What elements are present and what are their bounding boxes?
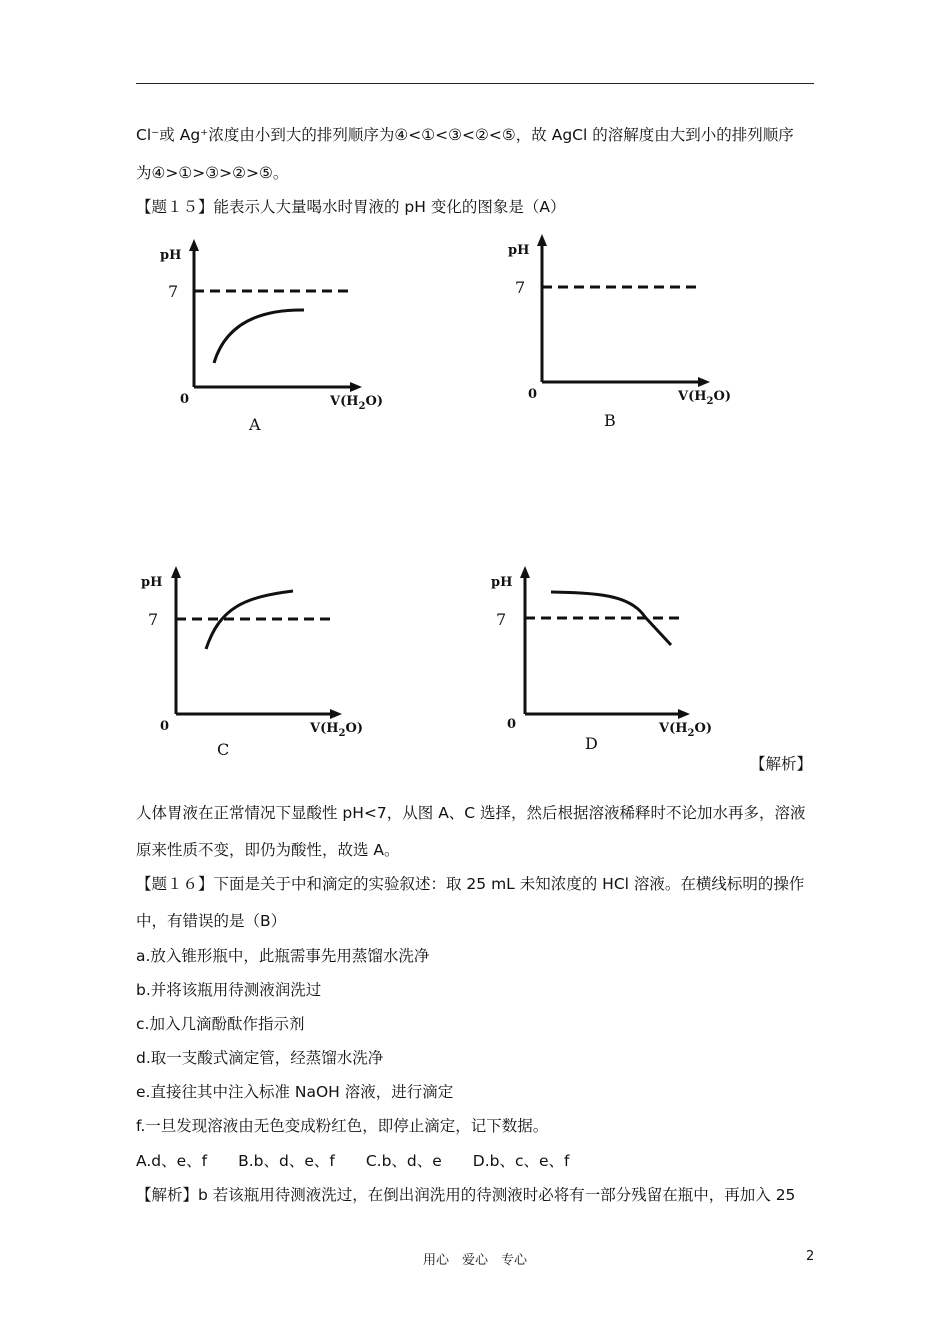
explanation-line-1: 人体胃液在正常情况下显酸性 pH<7，从图 A、C 选择，然后根据溶液稀释时不论加水再多，溶液 (136, 804, 806, 822)
graph-d-origin: 0 (507, 717, 517, 732)
option-f: f.一旦发现溶液由无色变成粉红色，即停止滴定，记下数据。 (136, 1117, 549, 1135)
graph-c-x-arrow (330, 709, 342, 719)
graph-d-y-arrow (520, 566, 530, 578)
graph-d-ylabel: pH (491, 575, 513, 590)
graph-d-xlabel: $V(H_2O)$ (659, 721, 712, 739)
text-line-2: 为④>①>③>②>⑤。 (136, 164, 289, 182)
graph-a (150, 235, 390, 435)
graph-c-origin: 0 (160, 719, 170, 734)
text-line-1: Cl⁻或 Ag⁺浓度由小到大的排列顺序为④<①<③<②<⑤，故 AgCl 的溶解度由大到小的排列顺序 (136, 126, 794, 144)
graph-a-xlabel: $V(H_2O)$ (330, 394, 383, 412)
question-16-line-1: 【题１６】下面是关于中和滴定的实验叙述：取 25 mL 未知浓度的 HCl 溶液。在横线标明的操作 (136, 875, 805, 893)
question-16-line-2: 中，有错误的是（B） (136, 912, 287, 930)
graph-c-y-arrow (171, 566, 181, 578)
graph-a-letter: A (249, 415, 261, 434)
option-e: e.直接往其中注入标准 NaOH 溶液，进行滴定 (136, 1083, 454, 1101)
graph-d (485, 562, 725, 762)
graph-d-letter: D (585, 734, 598, 753)
graph-a-seven: 7 (168, 282, 179, 301)
header-rule (136, 83, 814, 84)
graph-c (135, 562, 375, 762)
graph-b-x-arrow (698, 377, 710, 387)
option-d: d.取一支酸式滴定管，经蒸馏水洗净 (136, 1049, 384, 1067)
graph-b-xlabel: $V(H_2O)$ (678, 389, 731, 407)
graph-a-curve (214, 310, 304, 363)
graph-b-letter: B (604, 411, 616, 430)
option-a: a.放入锥形瓶中，此瓶需事先用蒸馏水洗净 (136, 947, 430, 965)
graph-b-seven: 7 (515, 278, 526, 297)
graph-b (500, 230, 740, 430)
graph-b-y-arrow (537, 234, 547, 246)
graph-a-ylabel: pH (160, 248, 182, 263)
graph-c-ylabel: pH (141, 575, 163, 590)
graph-c-xlabel: $V(H_2O)$ (310, 721, 363, 739)
graph-c-letter: C (217, 740, 230, 759)
graph-a-x-arrow (350, 382, 362, 392)
question-15: 【题１５】能表示人大量喝水时胃液的 pH 变化的图象是（A） (136, 198, 566, 216)
option-c: c.加入几滴酚酞作指示剂 (136, 1015, 305, 1033)
footer-motto: 用心 爱心 专心 (422, 1253, 527, 1268)
analysis-line: 【解析】b 若该瓶用待测液洗过，在倒出润洗用的待测液时必将有一部分残留在瓶中，再加入 25 (136, 1186, 796, 1204)
graph-a-origin: 0 (180, 392, 190, 407)
explanation-line-2: 原来性质不变，即仍为酸性，故选 A。 (136, 841, 400, 859)
graph-c-seven: 7 (148, 610, 159, 629)
page-number: 2 (806, 1249, 815, 1264)
graph-d-x-arrow (678, 709, 690, 719)
graph-b-ylabel: pH (508, 243, 530, 258)
graph-b-origin: 0 (528, 387, 538, 402)
answer-choices: A.d、e、f B.b、d、e、f C.b、d、e D.b、c、e、f (136, 1152, 570, 1170)
graph-a-y-arrow (189, 239, 199, 251)
analysis-heading: 【解析】 (749, 755, 812, 773)
graph-d-seven: 7 (496, 610, 507, 629)
option-b: b.并将该瓶用待测液润洗过 (136, 981, 322, 999)
